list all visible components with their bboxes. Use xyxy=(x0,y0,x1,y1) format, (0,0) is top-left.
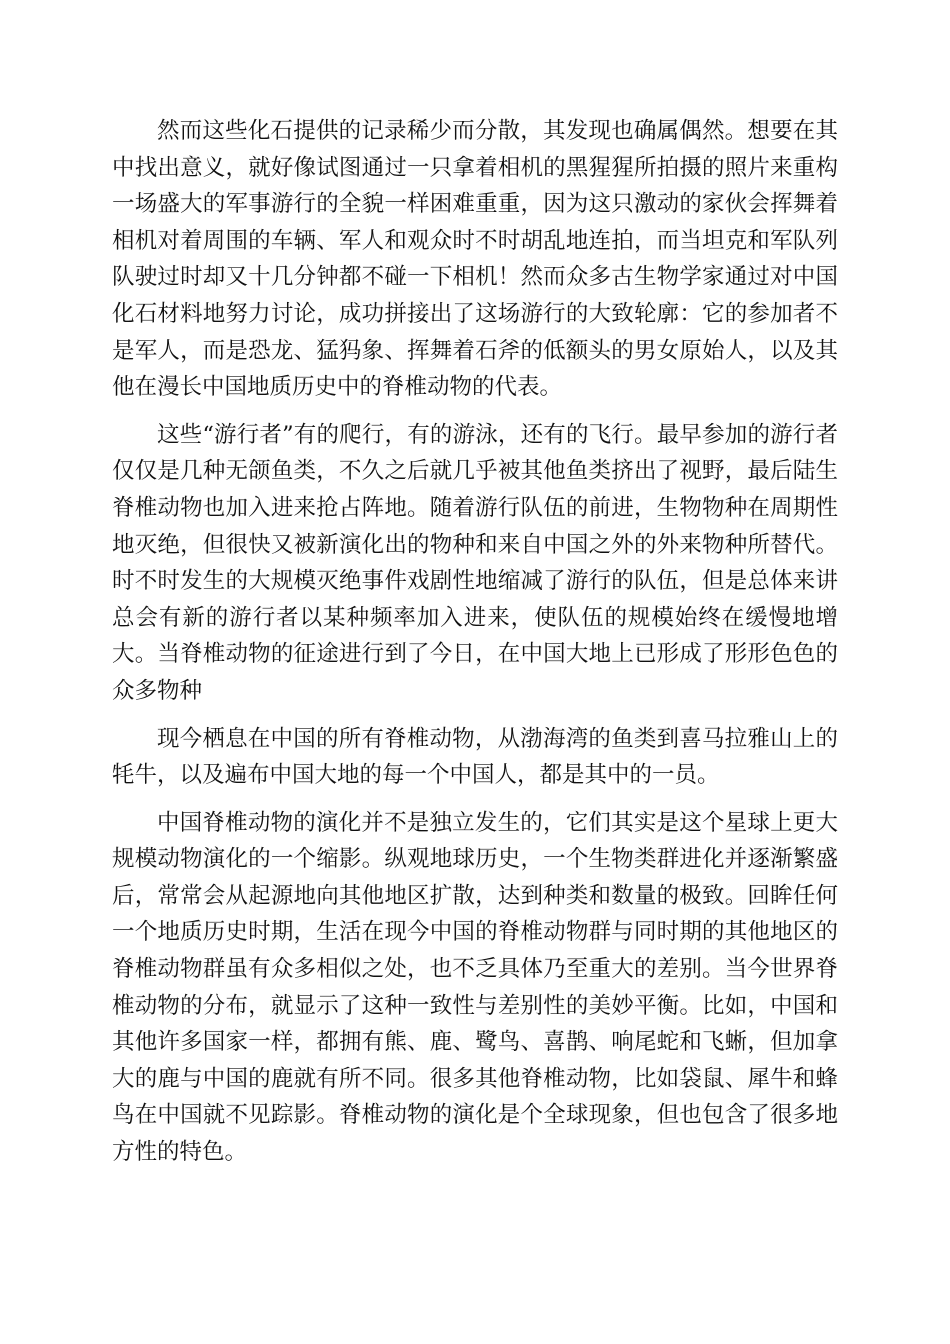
document-page xyxy=(112,113,838,1171)
paragraph: 现今栖息在中国的所有脊椎动物，从渤海湾的鱼类到喜马拉雅山上的牦牛，以及遍布中国大地的每一个中国人，都是其中的一员。 xyxy=(112,725,838,789)
paragraph: 这些“游行者”有的爬行，有的游泳，还有的飞行。最早参加的游行者仅仅是几种无颌鱼类，不久之后就几乎被其他鱼类挤出了视野，最后陆生脊椎动物也加入进来抢占阵地。随着游行队伍的前进，生物物种在周期性地灭绝，但很快又被新演化出的物种和来自中国之外的外来物种所替代。时不时发生的大规模灭绝事件戏剧性地缩减了游行的队伍，但是总体来讲总会有新的游行者以某种频率加入进来，使队伍的规模始终在缓慢地增大。当脊椎动物的征途进行到了今日，在中国大地上已形成了形形色色的众多物种 xyxy=(112,421,838,704)
paragraph: 中国脊椎动物的演化并不是独立发生的，它们其实是这个星球上更大规模动物演化的一个缩影。纵观地球历史，一个生物类群进化并逐渐繁盛后，常常会从起源地向其他地区扩散，达到种类和数量的极致。回眸任何一个地质历史时期，生活在现今中国的脊椎动物群与同时期的其他地区的脊椎动物群虽有众多相似之处，也不乏具体乃至重大的差别。当今世界脊椎动物的分布，就显示了这种一致性与差别性的美妙平衡。比如，中国和其他许多国家一样，都拥有熊、鹿、鹭鸟、喜鹊、响尾蛇和飞蜥，但加拿大的鹿与中国的鹿就有所不同。很多其他脊椎动物，比如袋鼠、犀牛和蜂鸟在中国就不见踪影。脊椎动物的演化是个全球现象，但也包含了很多地方性的特色。 xyxy=(112,809,838,1166)
paragraph: 然而这些化石提供的记录稀少而分散，其发现也确属偶然。想要在其中找出意义，就好像试图通过一只拿着相机的黑猩猩所拍摄的照片来重构一场盛大的军事游行的全貌一样困难重重，因为这只激动的家伙会挥舞着相机对着周围的车辆、军人和观众时不时胡乱地连拍，而当坦克和军队列队驶过时却又十几分钟都不碰一下相机！然而众多古生物学家通过对中国化石材料地努力讨论，成功拼接出了这场游行的大致轮廓：它的参加者不是军人，而是恐龙、猛犸象、挥舞着石斧的低额头的男女原始人，以及其他在漫长中国地质历史中的脊椎动物的代表。 xyxy=(112,118,838,401)
